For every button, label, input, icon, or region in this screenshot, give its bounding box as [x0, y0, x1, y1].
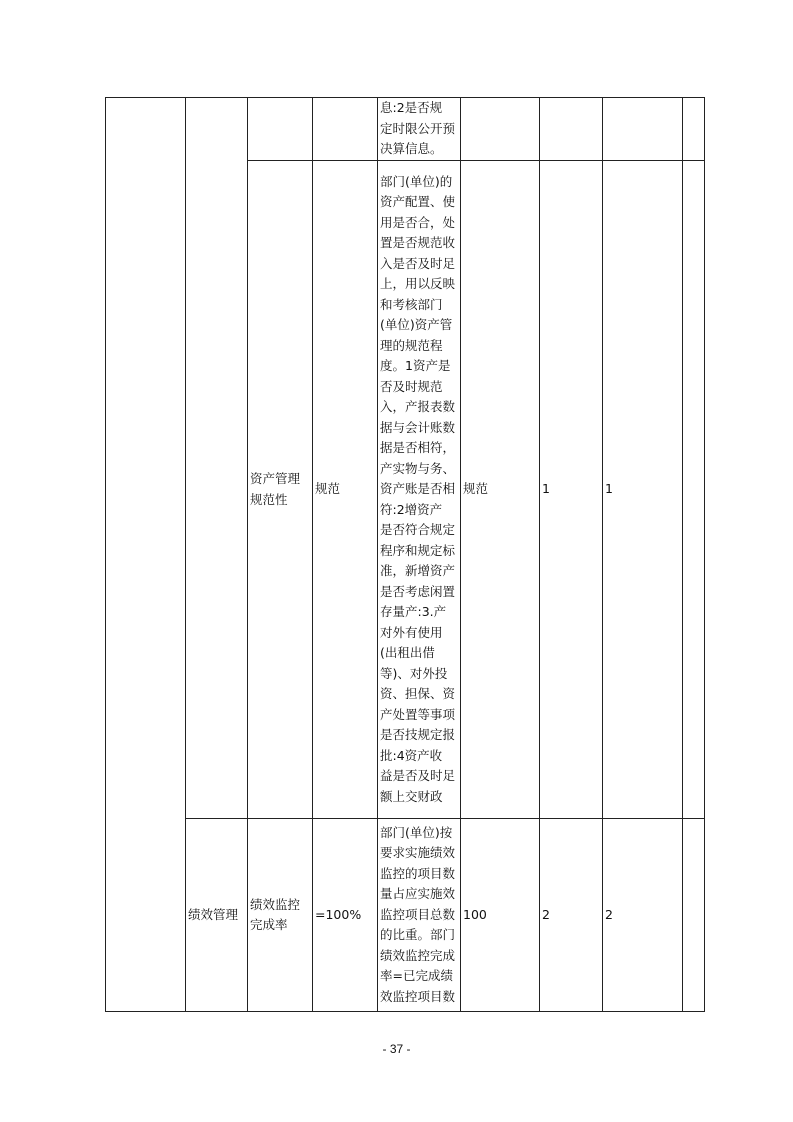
description-line: 度。1资产是 — [380, 358, 451, 374]
description-line: 符:2增资产 — [380, 501, 443, 517]
description-line: 效监控项目数 — [380, 988, 456, 1004]
description-cell — [378, 819, 461, 1012]
description-line: 和考核部门 — [380, 296, 443, 312]
indicator-cell — [248, 161, 313, 819]
indicator-name-line: 绩效监控 — [250, 896, 301, 912]
description-line: 率=已完成绩 — [380, 968, 453, 984]
index-value-cell: 规范 — [313, 161, 378, 819]
remark-cell — [683, 819, 705, 1012]
description-line: 是否考虑闲置 — [380, 583, 456, 599]
target-cell — [461, 98, 540, 161]
description-line: 资、担保、资 — [380, 686, 456, 702]
description-line: 对外有使用 — [380, 624, 443, 640]
score-cell — [603, 98, 683, 161]
indicator-cell — [248, 98, 313, 161]
description-line: 益是否及时足 — [380, 768, 456, 784]
level2-category-cell: 绩效管理 — [186, 819, 248, 1012]
indicator-name-line: 完成率 — [250, 917, 288, 932]
score-cell: 2 — [603, 819, 683, 1012]
description-line: 用是否合，处 — [380, 214, 456, 230]
description-line: 入，产报表数 — [380, 399, 456, 415]
description-line: 要求实施绩效 — [380, 845, 456, 861]
description-line: 否及时规范 — [380, 378, 443, 394]
target-cell: 规范 — [461, 161, 540, 819]
description-line: 息:2是否规 — [380, 100, 443, 116]
score-cell: 1 — [603, 161, 683, 819]
description-line: 绩效监控完成 — [380, 947, 456, 963]
description-line: 程序和规定标 — [380, 542, 456, 558]
description-line: 是否技规定报 — [380, 727, 456, 743]
description-line: 等)、对外投 — [380, 665, 448, 681]
indicator-name-line: 资产管理 — [250, 471, 301, 486]
description-line: 理的规范程 — [380, 337, 443, 353]
description-line: 资产账是否相 — [380, 481, 456, 497]
indicator-cell — [248, 819, 313, 1012]
description-line: 产处置等事项 — [380, 706, 456, 722]
table-row — [106, 98, 705, 161]
description-line: 量占应实施效 — [380, 886, 456, 902]
description-line: 监控项目总数 — [380, 906, 456, 922]
indicator-name-line: 规范性 — [250, 491, 288, 507]
description-cell — [378, 98, 461, 161]
remark-cell — [683, 161, 705, 819]
description-line: 上，用以反映 — [380, 276, 456, 292]
description-line: (出租出借 — [380, 645, 435, 661]
description-cell — [378, 161, 461, 819]
weight-cell: 2 — [540, 819, 603, 1012]
level2-category-cell — [186, 98, 248, 819]
description-line: 入是否及时足 — [380, 255, 456, 271]
weight-cell — [540, 98, 603, 161]
description-line: 额上交财政 — [380, 788, 443, 804]
performance-table — [105, 97, 705, 1012]
description-line: 存量产:3.产 — [380, 604, 447, 620]
description-line: 部门(单位)的 — [380, 173, 453, 189]
description-line: 决算信息。 — [380, 141, 443, 157]
remark-cell — [683, 98, 705, 161]
description-line: 监控的项目数 — [380, 865, 456, 881]
description-line: 据与会计账数 — [380, 419, 456, 435]
description-line: 定时限公开预 — [380, 120, 456, 136]
description-line: 据是否相符， — [380, 440, 456, 456]
description-line: 置是否规范收 — [380, 235, 456, 251]
description-line: 资产配置、使 — [380, 194, 456, 210]
weight-cell: 1 — [540, 161, 603, 819]
description-line: 产实物与务、 — [380, 460, 456, 476]
description-line: 部门(单位)按 — [380, 824, 453, 840]
description-line: 批:4资产收 — [380, 747, 443, 763]
description-line: (单位)资产管 — [380, 317, 453, 333]
table-row — [106, 819, 705, 1012]
description-line: 是否符合规定 — [380, 522, 456, 538]
description-line: 的比重。部门 — [380, 927, 456, 943]
description-line: 准，新增资产 — [380, 563, 456, 579]
index-value-cell: =100% — [313, 819, 378, 1012]
target-cell: 100 — [461, 819, 540, 1012]
page-number: - 37 - — [382, 1042, 411, 1056]
level1-category-cell — [106, 98, 186, 1012]
index-value-cell — [313, 98, 378, 161]
